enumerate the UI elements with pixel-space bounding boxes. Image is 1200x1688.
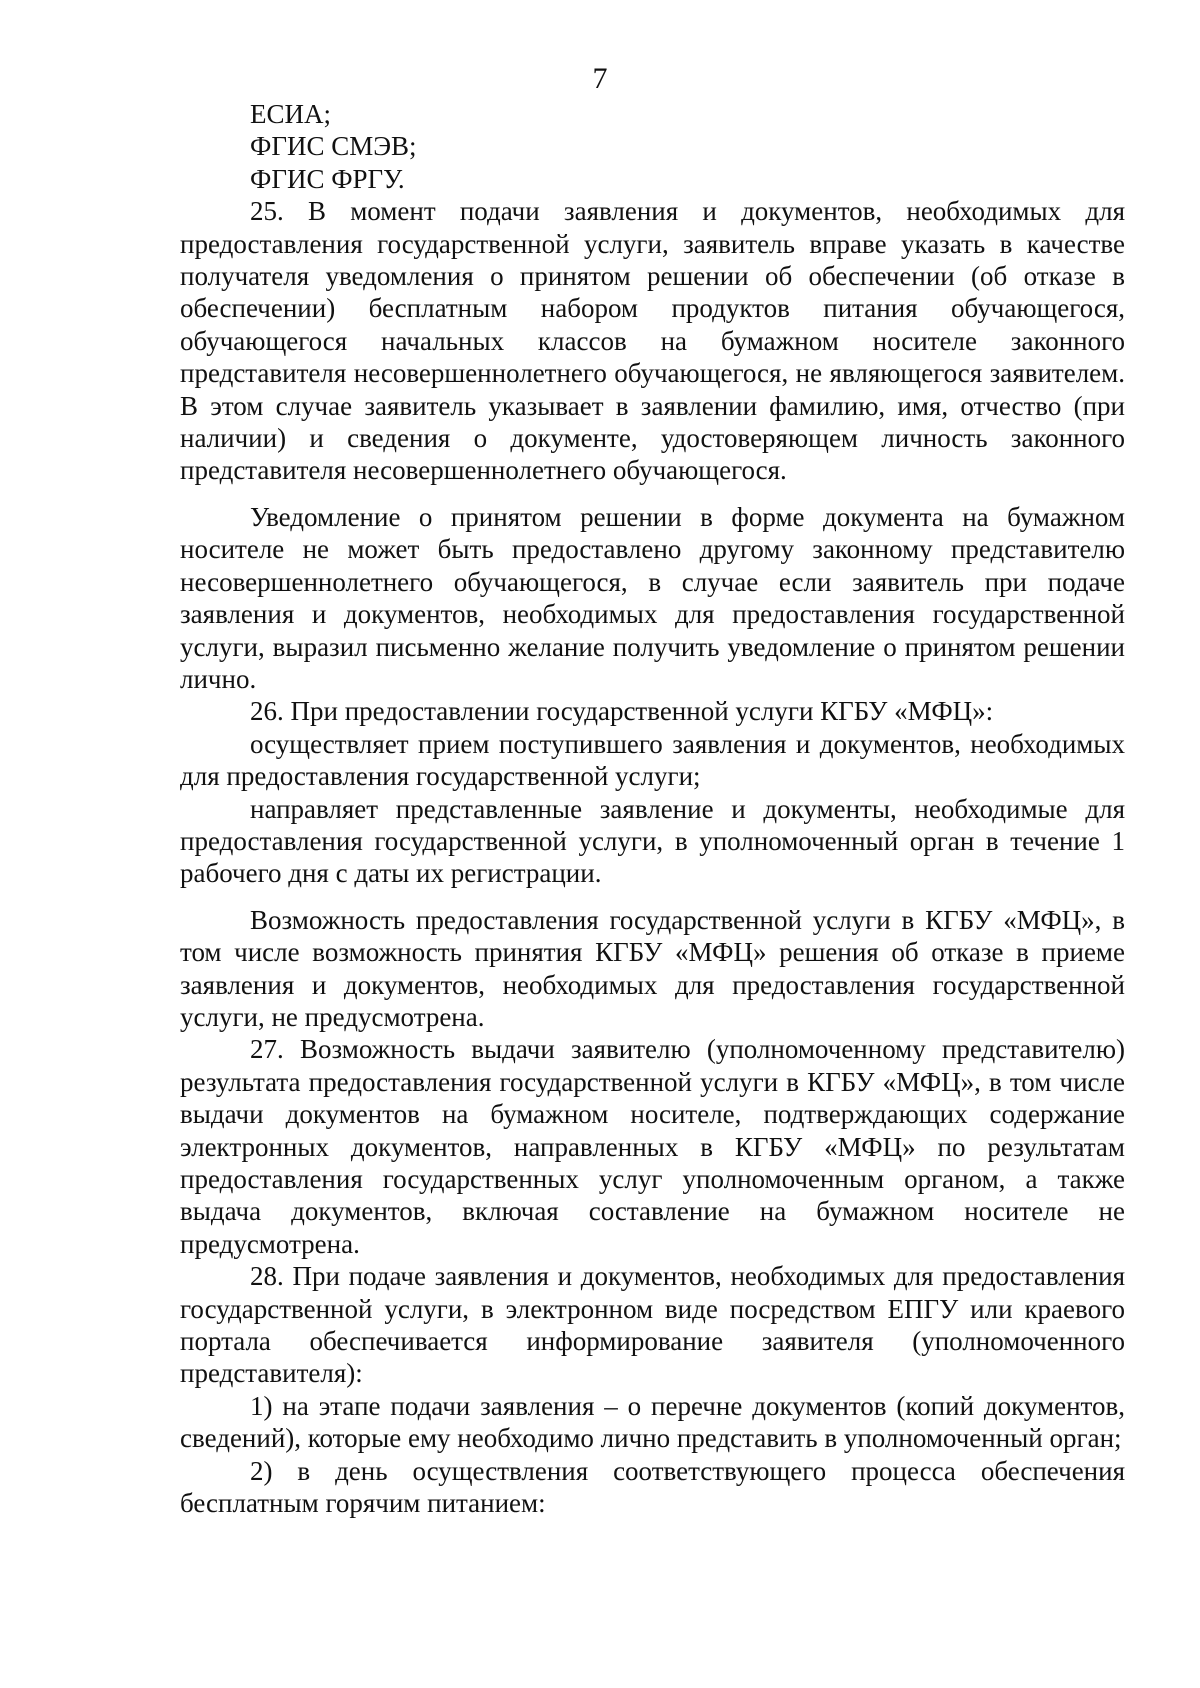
- system-item-esia: ЕСИА;: [250, 99, 331, 129]
- document-body: [180, 98, 1125, 1519]
- paragraph-notice: Уведомление о принятом решении в форме документа на бумажном носителе не может быть предоставлено другому законному представителю несовершеннолетнего обучающегося, в случае если заявитель при подаче заявления и документов, необходимых для предоставления государственной услуги, выразил письменно желание получить уведомление о принятом решении лично.: [180, 501, 1125, 694]
- system-item-smev: ФГИС СМЭВ;: [250, 131, 417, 162]
- paragraph-26: 26. При предоставлении государственной услуги КГБУ «МФЦ»:: [250, 696, 994, 727]
- page-number: 7: [592, 62, 608, 95]
- paragraph-28-item-2: 2) в день осуществления соответствующего процесса обеспечения бесплатным горячим питанием:: [180, 1455, 1125, 1519]
- system-item-frgu: ФГИС ФРГУ.: [250, 163, 405, 194]
- paragraph-27: 27. Возможность выдачи заявителю (уполномоченному представителю) результата предоставления государственной услуги в КГБУ «МФЦ», в том числе выдачи документов на бумажном носителе, подтверждающих содержание электронных документов, направленных в КГБУ «МФЦ» по результатам предоставления государственных услуг уполномоченным органом, а также выдача документов, включая составление на бумажном носителе не предусмотрена.: [180, 1034, 1125, 1259]
- paragraph-25: 25. В момент подачи заявления и документов, необходимых для предоставления государственной услуги, заявитель вправе указать в качестве получателя уведомления о принятом решении об обеспечении (об отказе в обеспечении) бесплатным набором продуктов питания обучающегося, обучающегося начальных классов на бумажном носителе законного представителя несовершеннолетнего обучающегося, не являющегося заявителем. В этом случае заявитель указывает в заявлении фамилию, имя, отчество (при наличии) и сведения о документе, удостоверяющем личность законного представителя несовершеннолетнего обучающегося.: [180, 196, 1125, 486]
- paragraph-26-forwarding: направляет представленные заявление и документы, необходимые для предоставления государственной услуги, в уполномоченный орган в течение 1 рабочего дня с даты их регистрации.: [180, 793, 1125, 889]
- paragraph-28: 28. При подаче заявления и документов, необходимых для предоставления государственной услуги, в электронном виде посредством ЕПГУ или краевого портала обеспечивается информирование заявителя (уполномоченного представителя):: [180, 1261, 1125, 1389]
- paragraph-26-reception: осуществляет прием поступившего заявления и документов, необходимых для предоставления государственной услуги;: [180, 728, 1125, 792]
- paragraph-mfc-possibility: Возможность предоставления государственной услуги в КГБУ «МФЦ», в том числе возможность принятия КГБУ «МФЦ» решения об отказе в приеме заявления и документов, необходимых для предоставления государственной услуги, не предусмотрена.: [180, 904, 1125, 1032]
- paragraph-28-item-1: 1) на этапе подачи заявления – о перечне документов (копий документов, сведений), которые ему необходимо лично представить в уполномоченный орган;: [180, 1390, 1125, 1454]
